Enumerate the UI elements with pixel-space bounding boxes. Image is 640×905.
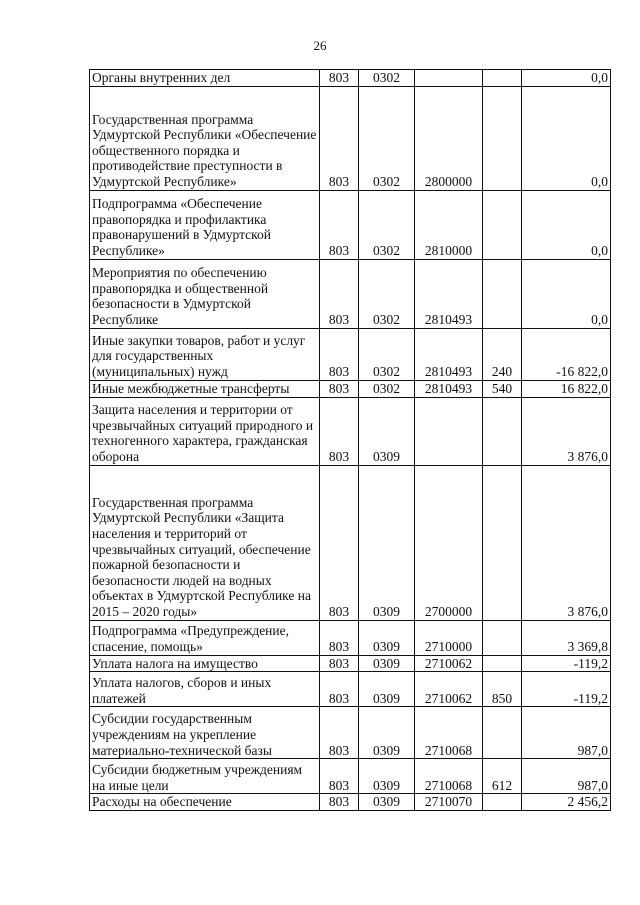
row-expense-type: 850 [483,672,522,707]
row-target-code: 2710068 [415,707,483,759]
row-target-code: 2810493 [415,259,483,328]
row-target-code: 2700000 [415,465,483,620]
row-amount: 0,0 [522,190,611,259]
row-section-code: 0302 [359,328,415,380]
row-section-code: 0302 [359,380,415,397]
row-amount: 0,0 [522,86,611,190]
row-target-code [415,70,483,87]
row-expense-type: 240 [483,328,522,380]
row-ministry-code: 803 [320,86,359,190]
table-row [90,328,611,380]
row-expense-type [483,655,522,672]
row-target-code: 2800000 [415,86,483,190]
table-row [90,397,611,465]
row-expense-type [483,620,522,655]
row-name: Государственная программа Удмуртской Республики «Обеспечение общественного порядка и противодействие преступности в Удмуртской Республике» [90,86,320,190]
row-name: Уплата налогов, сборов и иных платежей [90,672,320,707]
row-amount: 0,0 [522,70,611,87]
row-amount: 3 369,8 [522,620,611,655]
row-name: Подпрограмма «Предупреждение, спасение, помощь» [90,620,320,655]
table-row [90,655,611,672]
row-ministry-code: 803 [320,655,359,672]
row-expense-type [483,707,522,759]
row-amount: -16 822,0 [522,328,611,380]
row-name: Уплата налога на имущество [90,655,320,672]
row-ministry-code: 803 [320,620,359,655]
row-section-code: 0302 [359,259,415,328]
row-target-code [415,397,483,465]
row-target-code: 2810000 [415,190,483,259]
row-section-code: 0309 [359,672,415,707]
row-name: Защита населения и территории от чрезвычайных ситуаций природного и техногенного характера, гражданская оборона [90,397,320,465]
row-target-code: 2710000 [415,620,483,655]
budget-table-body [90,70,611,811]
page-number: 26 [313,38,327,53]
row-amount: 987,0 [522,707,611,759]
table-row [90,70,611,87]
row-expense-type [483,465,522,620]
table-row [90,259,611,328]
table-row [90,620,611,655]
row-amount: 987,0 [522,759,611,794]
row-name: Мероприятия по обеспечению правопорядка и общественной безопасности в Удмуртской Республике [90,259,320,328]
row-section-code: 0309 [359,794,415,811]
row-section-code: 0302 [359,70,415,87]
row-amount: 3 876,0 [522,465,611,620]
table-row [90,380,611,397]
row-expense-type: 540 [483,380,522,397]
table-row [90,672,611,707]
row-ministry-code: 803 [320,259,359,328]
row-ministry-code: 803 [320,328,359,380]
row-expense-type: 612 [483,759,522,794]
row-ministry-code: 803 [320,794,359,811]
row-expense-type [483,70,522,87]
row-target-code: 2710062 [415,655,483,672]
row-section-code: 0302 [359,190,415,259]
row-expense-type [483,794,522,811]
row-ministry-code: 803 [320,465,359,620]
row-target-code: 2710062 [415,672,483,707]
row-ministry-code: 803 [320,70,359,87]
table-row [90,759,611,794]
row-target-code: 2710068 [415,759,483,794]
row-section-code: 0302 [359,86,415,190]
row-expense-type [483,259,522,328]
row-expense-type [483,86,522,190]
row-ministry-code: 803 [320,190,359,259]
row-section-code: 0309 [359,620,415,655]
row-expense-type [483,397,522,465]
row-amount: 2 456,2 [522,794,611,811]
row-name: Расходы на обеспечение [90,794,320,811]
row-amount: 0,0 [522,259,611,328]
table-row [90,190,611,259]
row-amount: -119,2 [522,672,611,707]
row-amount: 3 876,0 [522,397,611,465]
row-expense-type [483,190,522,259]
row-target-code: 2810493 [415,328,483,380]
row-section-code: 0309 [359,655,415,672]
row-ministry-code: 803 [320,397,359,465]
table-row [90,465,611,620]
row-ministry-code: 803 [320,707,359,759]
row-section-code: 0309 [359,465,415,620]
row-name: Субсидии государственным учреждениям на укрепление материально-технической базы [90,707,320,759]
table-row [90,794,611,811]
row-ministry-code: 803 [320,380,359,397]
table-row [90,86,611,190]
row-amount: -119,2 [522,655,611,672]
row-section-code: 0309 [359,759,415,794]
row-section-code: 0309 [359,707,415,759]
row-name: Субсидии бюджетным учреждениям на иные цели [90,759,320,794]
budget-table [89,69,611,811]
row-target-code: 2710070 [415,794,483,811]
row-section-code: 0309 [359,397,415,465]
row-name: Государственная программа Удмуртской Республики «Защита населения и территорий от чрезвычайных ситуаций, обеспечение пожарной безопасности и безопасности людей на водных объектах в Удмуртской Республике на 2015 – 2020 годы» [90,465,320,620]
row-amount: 16 822,0 [522,380,611,397]
row-target-code: 2810493 [415,380,483,397]
table-row [90,707,611,759]
row-name: Органы внутренних дел [90,70,320,87]
row-name: Подпрограмма «Обеспечение правопорядка и профилактика правонарушений в Удмуртской Республике» [90,190,320,259]
row-ministry-code: 803 [320,672,359,707]
row-ministry-code: 803 [320,759,359,794]
row-name: Иные межбюджетные трансферты [90,380,320,397]
row-name: Иные закупки товаров, работ и услуг для государственных (муниципальных) нужд [90,328,320,380]
